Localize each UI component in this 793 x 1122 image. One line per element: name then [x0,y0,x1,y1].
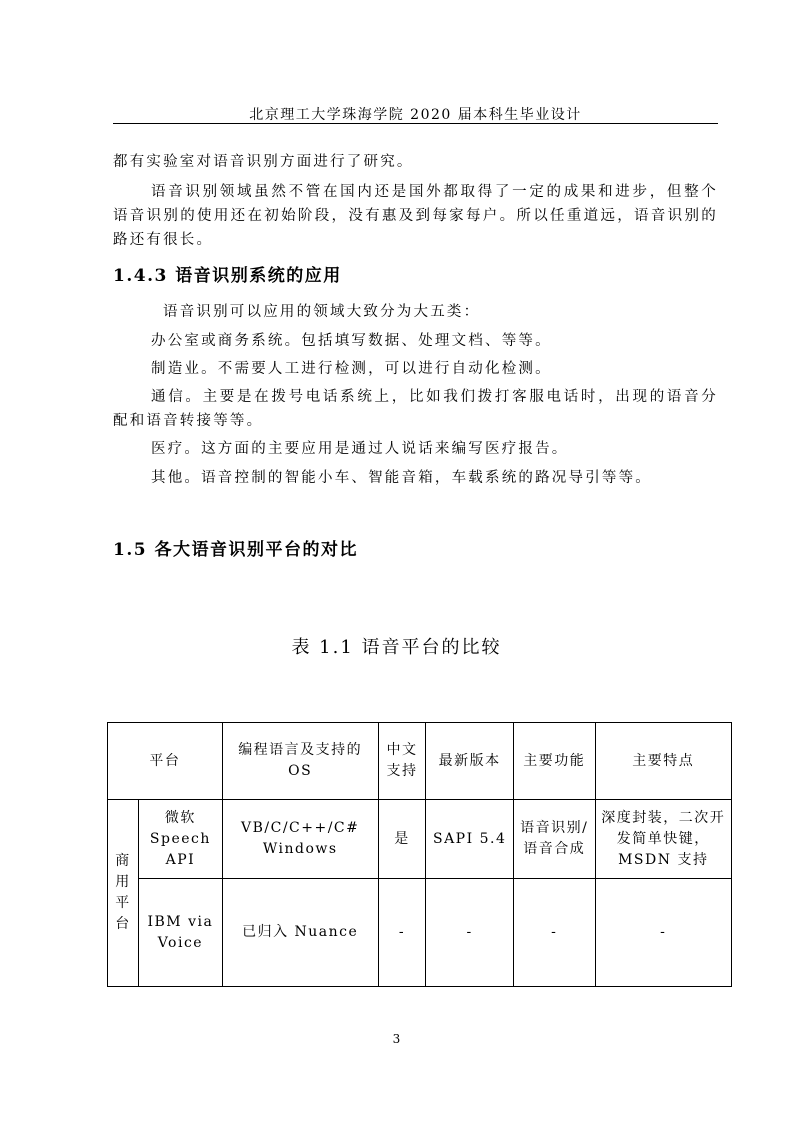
application-item: 其他。语音控制的智能小车、智能音箱，车载系统的路况导引等等。 [151,470,652,486]
table-row [108,800,732,879]
function-cell: 语音识别/语音合成 [514,800,596,879]
table-caption: 表 1.1 语音平台的比较 [291,637,502,658]
application-item: 办公室或商务系统。包括填写数据、处理文档、等等。 [151,333,552,349]
paragraph-continuation: 都有实验室对语音识别方面进行了研究。 [113,154,414,170]
paragraph-progress: 语音识别领域虽然不管在国内还是国外都取得了一定的成果和进步，但整个语音识别的使用还在初始阶段，没有惠及到每家每户。所以任重道远，语音识别的路还有很长。 [113,184,718,248]
header-cell: 编程语言及支持的 OS [222,723,378,800]
feature-cell: 深度封装，二次开发简单快键，MSDN 支持 [595,800,731,879]
feature-cell: - [595,879,731,987]
language-cell: 已归入 Nuance [222,879,378,987]
function-cell: - [514,879,596,987]
header-cell: 最新版本 [426,723,514,800]
application-item: 医疗。这方面的主要应用是通过人说话来编写医疗报告。 [151,441,569,457]
page-number: 3 [392,1032,401,1046]
platform-name-cell: IBM viaVoice [138,879,222,987]
applications-intro: 语音识别可以应用的领域大致分为大五类： [163,304,481,320]
table-row [108,879,732,987]
application-item: 通信。主要是在拨号电话系统上，比如我们拨打客服电话时，出现的语音分配和语音转接等等。 [113,389,718,429]
os-text: Windows [262,841,338,857]
section-heading-1-5: 1.5 各大语音识别平台的对比 [113,540,358,560]
application-item: 制造业。不需要人工进行检测，可以进行自动化检测。 [151,361,552,377]
header-cell: 中文支持 [378,723,426,800]
header-rule [113,123,718,124]
language-cell [222,800,378,879]
section-heading-1-4-3: 1.4.3 语音识别系统的应用 [113,266,342,286]
header-cell: 主要功能 [514,723,596,800]
platform-comparison-table [107,722,732,987]
chinese-support-cell: 是 [378,800,426,879]
header-cell: 主要特点 [595,723,731,800]
version-cell: - [426,879,514,987]
group-label-cell: 商用平台 [108,800,139,987]
platform-name-cell: 微软 Speech API [138,800,222,879]
page-header: 北京理工大学珠海学院 2020 届本科生毕业设计 [249,107,582,123]
header-cell: 平台 [108,723,223,800]
language-text: VB/C/C++/C# [241,820,360,836]
table-header-row [108,723,732,800]
version-cell: SAPI 5.4 [426,800,514,879]
chinese-support-cell: - [378,879,426,987]
